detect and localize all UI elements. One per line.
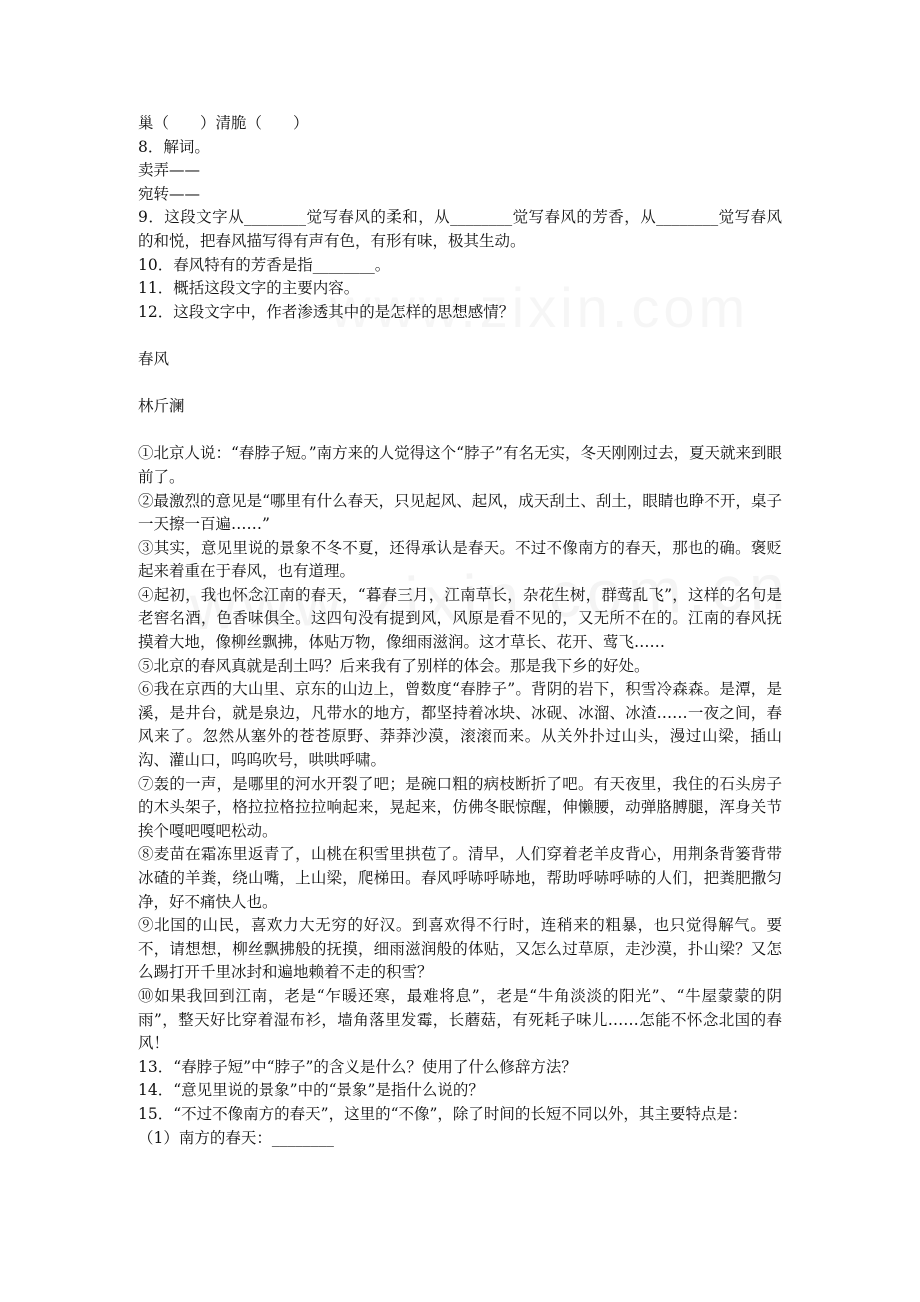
document-page bbox=[138, 112, 782, 1150]
spacer bbox=[138, 372, 782, 396]
question-8-item-1: 卖弄—— bbox=[138, 161, 201, 180]
spacer bbox=[138, 419, 782, 443]
question-15-part-1: （1）南方的春天：________ bbox=[138, 1128, 334, 1147]
article-paragraph-6: ⑥我在京西的大山里、京东的山边上，曾数度“春脖子”。背阴的岩下，积雪冷森森。是潭，是溪，是井台，就是泉边，凡带水的地方，都坚持着冰块、冰砚、冰溜、冰渣……一夜之间，春风来了。忽然从塞外的苍苍原野、莽莽沙漠，滚滚而来。从关外扑过山头，漫过山梁，插山沟、灌山口，呜呜吹号，哄哄呼啸。 bbox=[138, 680, 782, 770]
question-13: 13．“春脖子短”中“脖子”的含义是什么？使用了什么修辞方法？ bbox=[138, 1057, 577, 1076]
article-paragraph-1: ①北京人说：“春脖子短。”南方来的人觉得这个“脖子”有名无实，冬天刚刚过去，夏天就来到眼前了。 bbox=[138, 444, 782, 486]
question-10: 10．春风特有的芳香是指________。 bbox=[138, 255, 391, 274]
question-11: 11．概括这段文字的主要内容。 bbox=[138, 279, 360, 298]
question-14: 14．“意见里说的景象”中的“景象”是指什么说的？ bbox=[138, 1081, 484, 1100]
article-paragraph-8: ⑧麦苗在霜冻里返青了，山桃在积雪里拱苞了。清早，人们穿着老羊皮背心，用荆条背篓背带冰碴的羊粪，绕山嘴，上山梁，爬梯田。春风呼哧呼哧地，帮助呼哧呼哧的人们，把粪肥撒匀净，好不痛快人也。 bbox=[138, 845, 782, 911]
article-paragraph-7: ⑦轰的一声，是哪里的河水开裂了吧；是碗口粗的病枝断折了吧。有天夜里，我住的石头房子的木头架子，格拉拉格拉拉响起来，晃起来，仿佛冬眠惊醒，伸懒腰，动弹胳膊腿，浑身关节挨个嘎吧嘎吧松动。 bbox=[138, 774, 782, 840]
article-paragraph-5: ⑤北京的春风真就是刮土吗？后来我有了别样的体会。那是我下乡的好处。 bbox=[138, 656, 650, 675]
question-8-item-2: 宛转—— bbox=[138, 184, 201, 203]
article-author: 林斤澜 bbox=[138, 397, 185, 416]
question-12: 12．这段文字中，作者渗透其中的是怎样的思想感情？ bbox=[138, 302, 515, 321]
article-paragraph-2: ②最激烈的意见是“哪里有什么春天，只见起风、起风，成天刮土、刮土，眼睛也睁不开，桌子一天擦一百遍……” bbox=[138, 491, 782, 534]
spacer bbox=[138, 324, 782, 348]
question-8: 8．解词。 bbox=[138, 137, 210, 156]
question-7-tail: 巢（ ）清脆（ ） bbox=[138, 114, 309, 132]
question-9: 9．这段文字从________觉写春风的柔和，从________觉写春风的芳香，从________觉写春风的和悦，把春风描写得有声有色，有形有味，极其生动。 bbox=[138, 208, 782, 250]
article-paragraph-9: ⑨北国的山民，喜欢力大无穷的好汉。到喜欢得不行时，连稍来的粗暴，也只觉得解气。要不，请想想，柳丝飘拂般的抚摸，细雨滋润般的体贴，又怎么过草原，走沙漠，扑山梁？又怎么踢打开千里冰封和遍地赖着不走的积雪？ bbox=[138, 916, 782, 982]
question-15: 15．“不过不像南方的春天”，这里的“不像”，除了时间的长短不同以外，其主要特点是： bbox=[138, 1104, 748, 1123]
article-paragraph-3: ③其实，意见里说的景象不冬不夏，还得承认是春天。不过不像南方的春天，那也的确。褒贬起来着重在于春风，也有道理。 bbox=[138, 538, 782, 581]
article-paragraph-4: ④起初，我也怀念江南的春天，“暮春三月，江南草长，杂花生树，群莺乱飞”，这样的名句是老窖名酒，色香味俱全。这四句没有提到风，风原是看不见的，又无所不在的。江南的春风抚摸着大地，像柳丝飘拂，体贴万物，像细雨滋润。这才草长、花开、莺飞…… bbox=[138, 585, 782, 652]
article-paragraph-10: ⑩如果我回到江南，老是“乍暖还寒，最难将息”，老是“牛角淡淡的阳光”、“牛屋蒙蒙的阴雨”，整天好比穿着湿布衫，墙角落里发霉，长蘑菇，有死耗子味儿……怎能不怀念北国的春风！ bbox=[138, 986, 782, 1053]
article-title: 春风 bbox=[138, 349, 170, 368]
